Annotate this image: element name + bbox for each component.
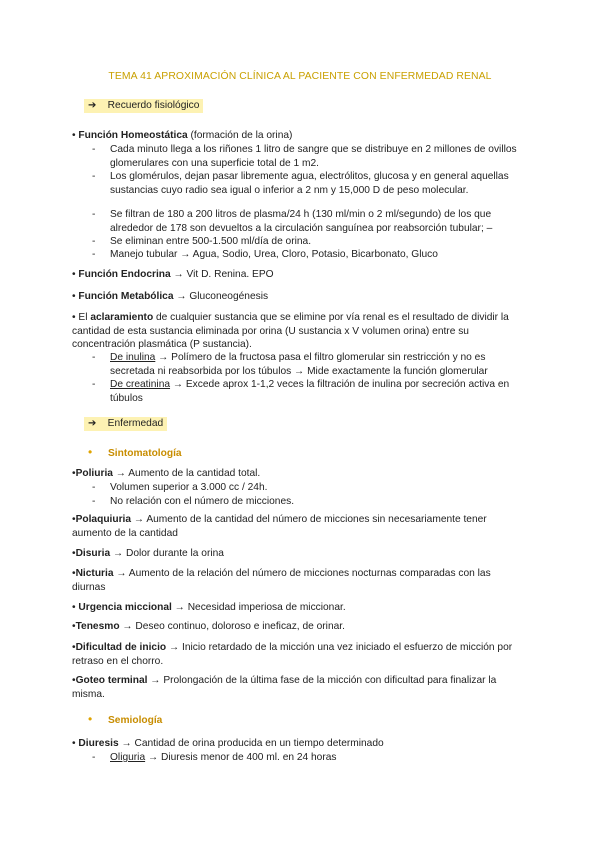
dash: - xyxy=(92,379,96,390)
dash: - xyxy=(92,171,96,182)
underlined-term: De inulina xyxy=(110,352,156,363)
paragraph-tenesmo xyxy=(72,620,524,634)
paragraph-urgencia xyxy=(72,601,524,615)
paragraph-dificultad xyxy=(72,641,524,668)
paragraph-polaquiuria xyxy=(72,513,524,540)
dash: - xyxy=(92,352,96,363)
list-item-text: Manejo tubular → Agua, Sodio, Urea, Cloro, Potasio, Bicarbonato, Gluco xyxy=(110,249,438,260)
paragraph-text: → Gluconeogénesis xyxy=(173,291,269,302)
paragraph-metabolica xyxy=(72,290,524,304)
document-title: TEMA 41 APROXIMACIÓN CLÍNICA AL PACIENTE CON ENFERMEDAD RENAL xyxy=(108,71,492,82)
bullet-dot-icon: • xyxy=(88,712,93,726)
subsection-label: Semiología xyxy=(108,715,163,726)
paragraph-text: → Aumento de la cantidad total. xyxy=(112,468,261,479)
paragraph-text: de cualquier sustancia que se elimine por vía renal es el resultado de dividir la cantidad de esta sustancia eliminada por orina (U sustancia x V volumen orina) entre su concentración plasmática (P sustancia). xyxy=(72,312,509,350)
underlined-term: De creatinina xyxy=(110,379,171,390)
list-item-text xyxy=(110,351,522,378)
list-item xyxy=(92,143,522,170)
term: Nicturia xyxy=(75,568,114,579)
paragraph-text: (formación de la orina) xyxy=(187,130,293,141)
list-item-detail: → Diuresis menor de 400 ml. en 24 horas xyxy=(145,752,337,763)
dash: - xyxy=(92,144,96,155)
bullet: • xyxy=(72,514,76,525)
term: Diuresis xyxy=(78,738,119,749)
list-item-detail: → Excede aprox 1-1,2 veces la filtración de inulina por secreción activa en túbulos xyxy=(110,379,510,404)
term: Urgencia miccional xyxy=(78,602,172,613)
dash: - xyxy=(92,482,96,493)
bullet: • xyxy=(72,568,76,579)
subsection-semiologia xyxy=(88,713,162,728)
bullet-dot-icon: • xyxy=(88,445,93,459)
dash: - xyxy=(92,496,96,507)
paragraph-disuria xyxy=(72,547,524,561)
term: Función Homeostática xyxy=(78,130,188,141)
dash: - xyxy=(92,249,96,260)
paragraph-poliuria xyxy=(72,467,524,481)
list-item xyxy=(92,235,522,249)
section-enfermedad xyxy=(84,417,167,431)
arrow-icon: ➔ xyxy=(88,100,97,111)
paragraph-text: → Inicio retardado de la micción una vez iniciado el esfuerzo de micción por retraso en el chorro. xyxy=(72,642,513,667)
paragraph-goteo xyxy=(72,674,524,701)
list-item xyxy=(92,378,522,405)
bullet: • xyxy=(72,130,76,141)
term: Goteo terminal xyxy=(75,675,148,686)
paragraph-homeostatica xyxy=(72,129,524,143)
list-item-text xyxy=(110,751,522,765)
list-item-text: Se filtran de 180 a 200 litros de plasma/24 h (130 ml/min o 2 ml/segundo) de los que alrededor de 178 son devueltos a la circulación sanguínea por reabsorción tubular; – xyxy=(110,209,493,234)
list-item-text: Los glomérulos, dejan pasar libremente agua, electrólitos, glucosa y en general aquellas sustancias cuyo radio sea igual o inferior a 2 nm y 15,000 D de peso molecular. xyxy=(110,171,509,196)
paragraph-text: → Dolor durante la orina xyxy=(110,548,224,559)
list-item xyxy=(92,751,522,765)
bullet: • xyxy=(72,291,76,302)
paragraph-nicturia xyxy=(72,567,524,594)
term: Función Endocrina xyxy=(78,269,171,280)
paragraph-text: → Deseo continuo, doloroso e ineficaz, de orinar. xyxy=(119,621,345,632)
paragraph-text: El xyxy=(78,312,91,323)
bullet: • xyxy=(72,738,76,749)
term: aclaramiento xyxy=(90,312,154,323)
bullet: • xyxy=(72,468,76,479)
list-item xyxy=(92,481,522,495)
bullet: • xyxy=(72,621,76,632)
list-item xyxy=(92,495,522,509)
term: Poliuria xyxy=(75,468,113,479)
paragraph-text: → Aumento de la cantidad del número de micciones sin necesariamente tener aumento de la cantidad xyxy=(72,514,487,539)
paragraph-text: → Aumento de la relación del número de micciones nocturnas comparadas con las diurnas xyxy=(72,568,491,593)
paragraph-text: → Prolongación de la última fase de la micción con dificultad para finalizar la misma. xyxy=(72,675,497,700)
section-label: Recuerdo fisiológico xyxy=(107,100,200,111)
subsection-label: Sintomatología xyxy=(108,448,182,459)
section-label: Enfermedad xyxy=(107,418,164,429)
list-item-text: Se eliminan entre 500-1.500 ml/día de orina. xyxy=(110,236,312,247)
section-highlight xyxy=(84,99,203,113)
bullet: • xyxy=(72,312,76,323)
list-item-detail: → Polímero de la fructosa pasa el filtro glomerular sin restricción y no es secretada ni reabsorbida por los túbulos → Mide exactamente la función glomerular xyxy=(110,352,488,377)
dash: - xyxy=(92,236,96,247)
dash: - xyxy=(92,752,96,763)
term: Tenesmo xyxy=(75,621,120,632)
paragraph-aclaramiento xyxy=(72,311,524,352)
paragraph-text: → Vit D. Renina. EPO xyxy=(170,269,274,280)
underlined-term: Oliguria xyxy=(110,752,146,763)
list-item-text: Cada minuto llega a los riñones 1 litro de sangre que se distribuye en 2 millones de ovillos glomerulares con una superficie total de 1 m2. xyxy=(110,144,517,169)
bullet: • xyxy=(72,642,76,653)
list-item-text: No relación con el número de micciones. xyxy=(110,496,295,507)
list-item xyxy=(92,170,522,197)
paragraph-text: → Cantidad de orina producida en un tiempo determinado xyxy=(118,738,384,749)
list-item xyxy=(92,248,522,262)
term: Dificultad de inicio xyxy=(75,642,167,653)
subsection-sintomatologia xyxy=(88,446,182,461)
section-highlight xyxy=(84,417,167,431)
list-item xyxy=(92,208,522,235)
section-recuerdo xyxy=(84,99,203,113)
dash: - xyxy=(92,209,96,220)
list-item-text xyxy=(110,378,522,405)
term: Función Metabólica xyxy=(78,291,174,302)
term: Disuria xyxy=(75,548,111,559)
term: Polaquiuria xyxy=(75,514,132,525)
bullet: • xyxy=(72,602,76,613)
bullet: • xyxy=(72,548,76,559)
arrow-icon: ➔ xyxy=(88,418,97,429)
list-item-text: Volumen superior a 3.000 cc / 24h. xyxy=(110,482,268,493)
bullet: • xyxy=(72,675,76,686)
paragraph-diuresis xyxy=(72,737,524,751)
bullet: • xyxy=(72,269,76,280)
paragraph-text: → Necesidad imperiosa de miccionar. xyxy=(171,602,346,613)
list-item xyxy=(92,351,522,378)
paragraph-endocrina xyxy=(72,268,524,282)
